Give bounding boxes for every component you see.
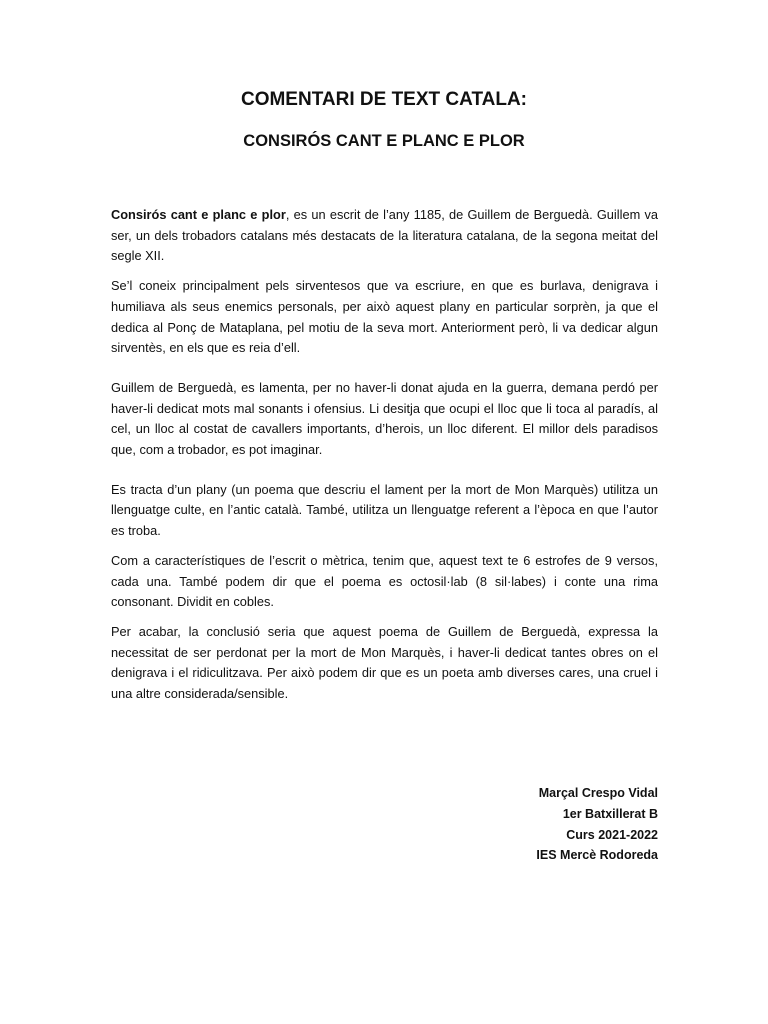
author-year: Curs 2021-2022 <box>566 827 658 842</box>
document-subtitle: CONSIRÓS CANT E PLANC E PLOR <box>243 132 525 150</box>
paragraph-intro-text: , es un escrit de l’any 1185, de Guillem de Berguedà. Guillem va ser, un dels trobadors catalans més destacats de la literatura catalana, de la segona meitat del segle XII. <box>111 207 658 264</box>
paragraph-conclusion: Per acabar, la conclusió seria que aquest poema de Guillem de Berguedà, expressa la necessitat de ser perdonat per la mort de Mon Marquès, i haver-li dedicat tantes obres on el denigrava i el ridiculitzava. Per això podem dir que es un poeta amb diverses cares, una cruel i una altre considerada/sensible. <box>111 623 658 702</box>
signature-block <box>536 783 658 866</box>
document-title: COMENTARI DE TEXT CATALA: <box>240 89 528 110</box>
paragraph-intro <box>111 205 658 267</box>
paragraph-metrics: Com a característiques de l’escrit o mètrica, tenim que, aquest text te 6 estrofes de 9 versos, cada una. També podem dir que el poema es octosil·lab (8 sil·labes) i conte una rima consonant. Dividit en cobles. <box>111 552 658 610</box>
paragraph-genre: Es tracta d’un plany (un poema que descriu el lament per la mort de Mon Marquès) utilitza un llenguatge culte, en l’antic català. També, utilitza un llenguatge referent a l’època en que l’autor es troba. <box>111 481 658 539</box>
paragraph-lament: Guillem de Berguedà, es lamenta, per no haver-li donat ajuda en la guerra, demana perdó per haver-li dedicat mots mal sonants i ofensius. Li desitja que ocupi el lloc que li toca al paradís, al cel, un lloc al costat de cavallers importants, d’herois, un lloc diferent. El millor dels paradisos que, com a trobador, es pot imaginar. <box>111 379 658 458</box>
document-body <box>111 205 658 705</box>
author-course: 1er Batxillerat B <box>562 806 658 821</box>
poem-title-inline: Consirós cant e planc e plor <box>111 207 286 222</box>
paragraph-context: Se’l coneix principalment pels sirventesos que va escriure, en que es burlava, denigrava i humiliava als seus enemics personals, per això aquest plany en particular sorprèn, ja que el dedica al Ponç de Mataplana, pel motiu de la seva mort. Anteriorment però, li va dedicar algun sirventès, en els que es reia d’ell. <box>111 278 658 356</box>
author-name: Marçal Crespo Vidal <box>538 786 658 800</box>
author-school: IES Mercè Rodoreda <box>536 848 658 863</box>
